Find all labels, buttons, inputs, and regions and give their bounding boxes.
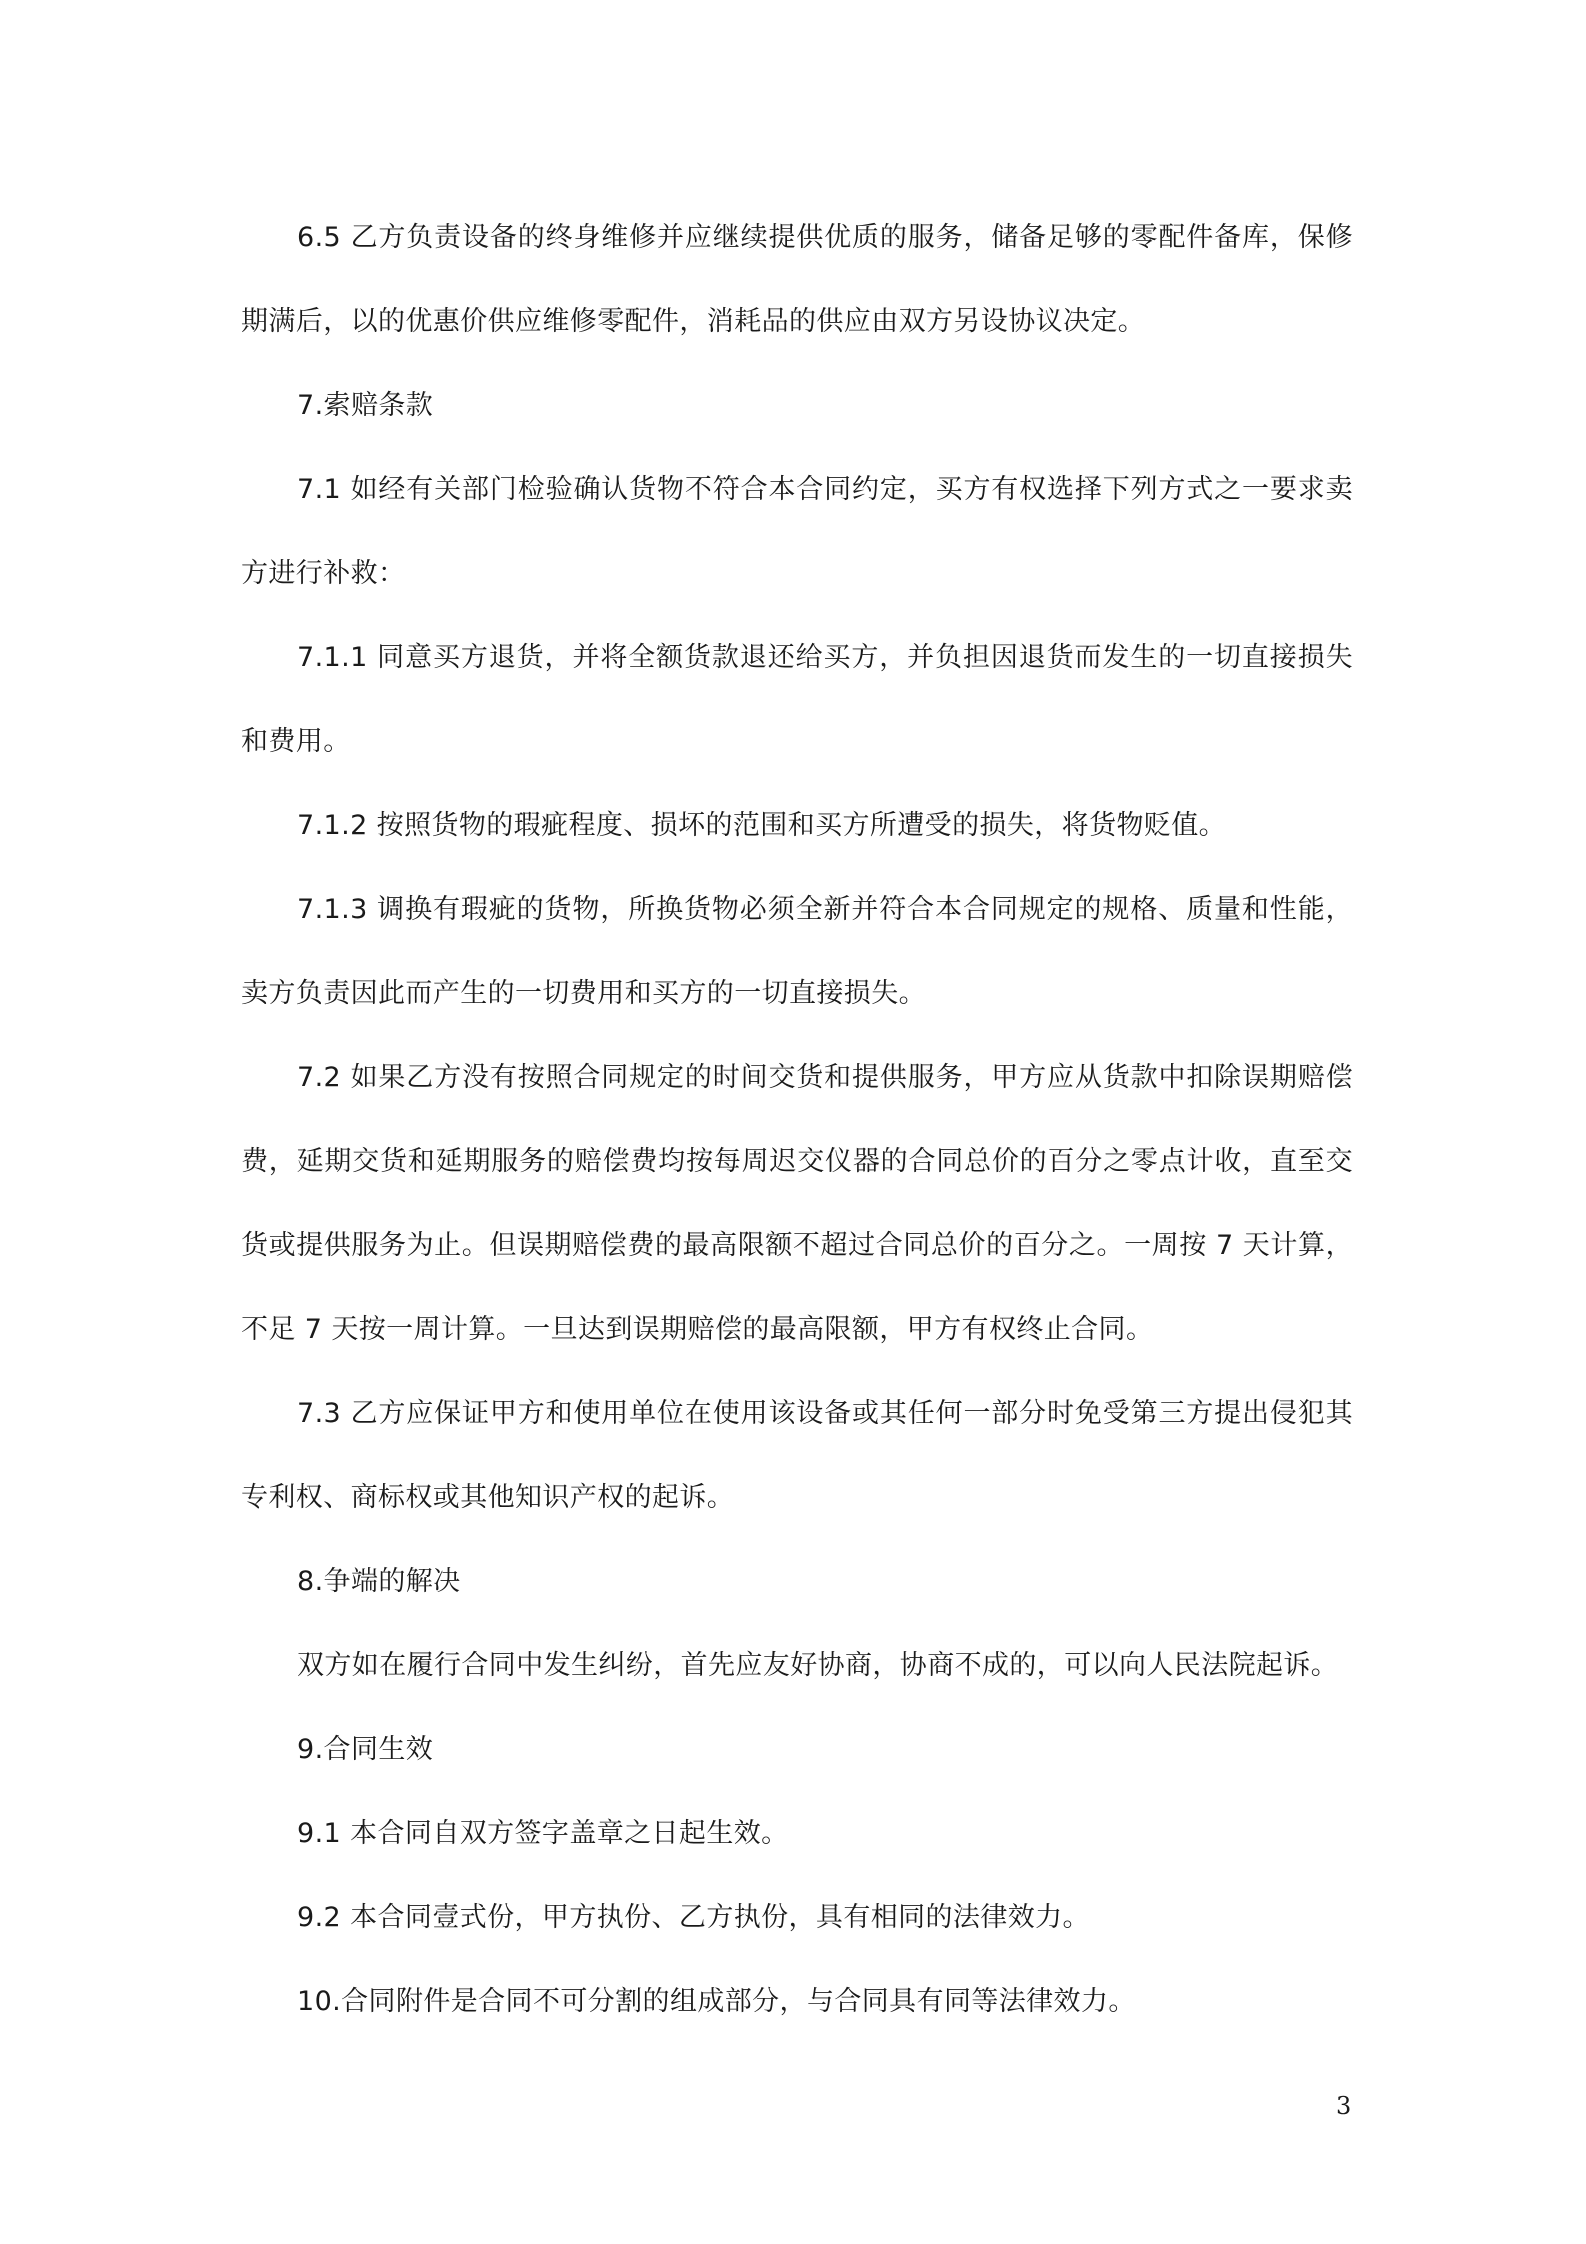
- section-heading-8: 8.争端的解决: [297, 1566, 461, 1597]
- section-heading-7: 7.索赔条款: [297, 390, 434, 421]
- document-body: [241, 196, 1353, 2044]
- paragraph-7-2: 7.2 如果乙方没有按照合同规定的时间交货和提供服务，甲方应从货款中扣除误期赔偿费，延期交货和延期服务的赔偿费均按每周迟交仪器的合同总价的百分之零点计收，直至交货或提供服务为止。但误期赔偿费的最高限额不超过合同总价的百分之。一周按 7 天计算，不足 7 天按一周计算。一旦达到误期赔偿的最高限额，甲方有权终止合同。: [241, 1062, 1353, 1345]
- paragraph-7-1-1: 7.1.1 同意买方退货，并将全额货款退还给买方，并负担因退货而发生的一切直接损失和费用。: [241, 642, 1353, 757]
- paragraph-7-1-2: 7.1.2 按照货物的瑕疵程度、损坏的范围和买方所遭受的损失，将货物贬值。: [297, 810, 1227, 841]
- page-number: 3: [1336, 2092, 1352, 2120]
- paragraph-7-1-3: 7.1.3 调换有瑕疵的货物，所换货物必须全新并符合本合同规定的规格、质量和性能，卖方负责因此而产生的一切费用和买方的一切直接损失。: [241, 894, 1353, 1009]
- paragraph-9-1: 9.1 本合同自双方签字盖章之日起生效。: [297, 1818, 789, 1849]
- paragraph-7-3: 7.3 乙方应保证甲方和使用单位在使用该设备或其任何一部分时免受第三方提出侵犯其专利权、商标权或其他知识产权的起诉。: [241, 1398, 1353, 1513]
- section-heading-9: 9.合同生效: [297, 1734, 434, 1765]
- paragraph-10: 10.合同附件是合同不可分割的组成部分，与合同具有同等法律效力。: [297, 1986, 1136, 2017]
- paragraph-7-1: 7.1 如经有关部门检验确认货物不符合本合同约定，买方有权选择下列方式之一要求卖方进行补救：: [241, 474, 1353, 589]
- paragraph-8-body: 双方如在履行合同中发生纠纷，首先应友好协商，协商不成的，可以向人民法院起诉。: [297, 1650, 1339, 1681]
- paragraph-9-2: 9.2 本合同壹式份，甲方执份、乙方执份，具有相同的法律效力。: [297, 1902, 1090, 1933]
- paragraph-6-5: 6.5 乙方负责设备的终身维修并应继续提供优质的服务，储备足够的零配件备库，保修期满后，以的优惠价供应维修零配件，消耗品的供应由双方另设协议决定。: [241, 222, 1353, 337]
